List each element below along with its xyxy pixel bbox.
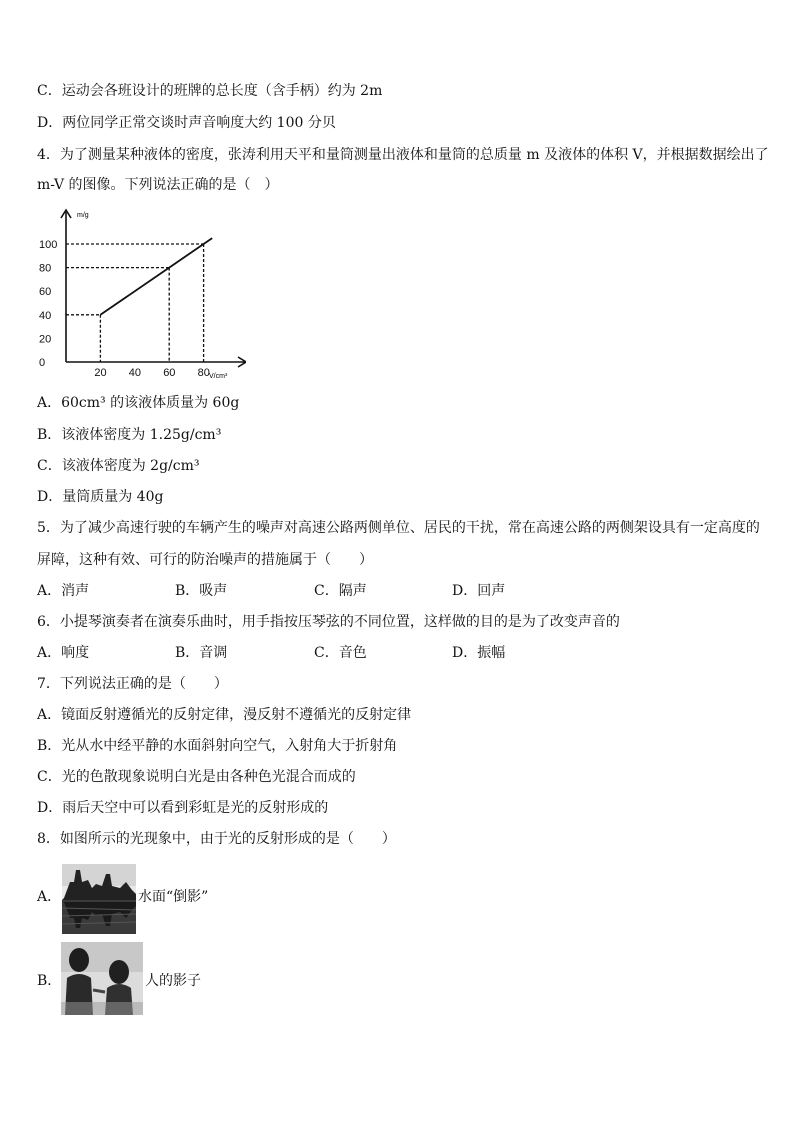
q4-option-b[interactable]: B．该液体密度为 1.25g/cm³ [37,427,222,443]
prev-option-d: D．两位同学正常交谈时声音响度大约 100 分贝 [37,115,336,131]
q8-option-a-label[interactable]: A． [37,889,62,905]
y-tick-label: 0 [39,357,46,369]
shadow-photo [61,942,143,1015]
q7-option-a[interactable]: A．镜面反射遵循光的反射定律，漫反射不遵循光的反射定律 [37,707,412,723]
x-tick-label: 60 [163,367,176,379]
q8-option-a-caption: 水面“倒影” [138,889,209,905]
prev-option-c: C．运动会各班设计的班牌的总长度（含手柄）约为 2m [37,83,383,99]
x-tick-label: 40 [128,367,142,379]
q5-stem-line1: 5．为了减少高速行驶的车辆产生的噪声对高速公路两侧单位、居民的干扰，常在高速公路的两侧架设具有一定高度的 [37,520,760,536]
q7-option-b[interactable]: B．光从水中经平静的水面斜射向空气，入射角大于折射角 [37,738,398,754]
x-axis-label: V/cm³ [209,373,228,379]
q4-option-c[interactable]: C．该液体密度为 2g/cm³ [37,458,200,474]
q8-stem: 8．如图所示的光现象中，由于光的反射形成的是（ ） [37,831,396,847]
q7-stem: 7．下列说法正确的是（ ） [37,676,228,692]
q6-option-a[interactable]: A．响度 [37,645,90,661]
q8-option-b-label[interactable]: B． [37,973,62,989]
q4-option-d[interactable]: D．量筒质量为 40g [37,489,164,505]
q4-option-a[interactable]: A．60cm³ 的该液体质量为 60g [37,395,240,411]
q6-option-b[interactable]: B．音调 [175,645,228,661]
q5-option-b[interactable]: B．吸声 [175,583,228,599]
q5-option-d[interactable]: D．回声 [452,583,506,599]
q5-stem-line2: 屏障，这种有效、可行的防治噪声的措施属于（ ） [37,552,373,568]
x-tick-label: 20 [94,367,107,379]
series-line [100,238,212,315]
q4-stem-line1: 4．为了测量某种液体的密度，张涛利用天平和量筒测量出液体和量筒的总质量 m 及液体的体积 V，并根据数据绘出了 [37,147,769,163]
q5-option-c[interactable]: C．隔声 [314,583,367,599]
water-reflection-photo [62,864,136,934]
q5-option-a[interactable]: A．消声 [37,583,90,599]
x-tick-label: 80 [197,367,210,379]
y-tick-label: 20 [39,333,52,346]
q8-option-b-caption: 人的影子 [145,973,201,989]
q6-stem: 6．小提琴演奏者在演奏乐曲时，用手指按压琴弦的不同位置，这样做的目的是为了改变声音的 [37,614,620,630]
q7-option-d[interactable]: D．雨后天空中可以看到彩虹是光的反射形成的 [37,800,329,816]
y-tick-label: 80 [39,262,52,275]
m-v-graph [36,204,246,379]
y-tick-label: 60 [39,286,52,299]
q6-option-d[interactable]: D．振幅 [452,645,506,661]
q6-option-c[interactable]: C．音色 [314,645,367,661]
q4-stem-line2: m-V 的图像。下列说法正确的是（ ） [37,177,279,193]
y-tick-label: 40 [39,309,52,322]
y-tick-label: 100 [39,239,58,251]
y-axis-label: m/g [77,212,89,219]
q7-option-c[interactable]: C．光的色散现象说明白光是由各种色光混合而成的 [37,769,356,785]
